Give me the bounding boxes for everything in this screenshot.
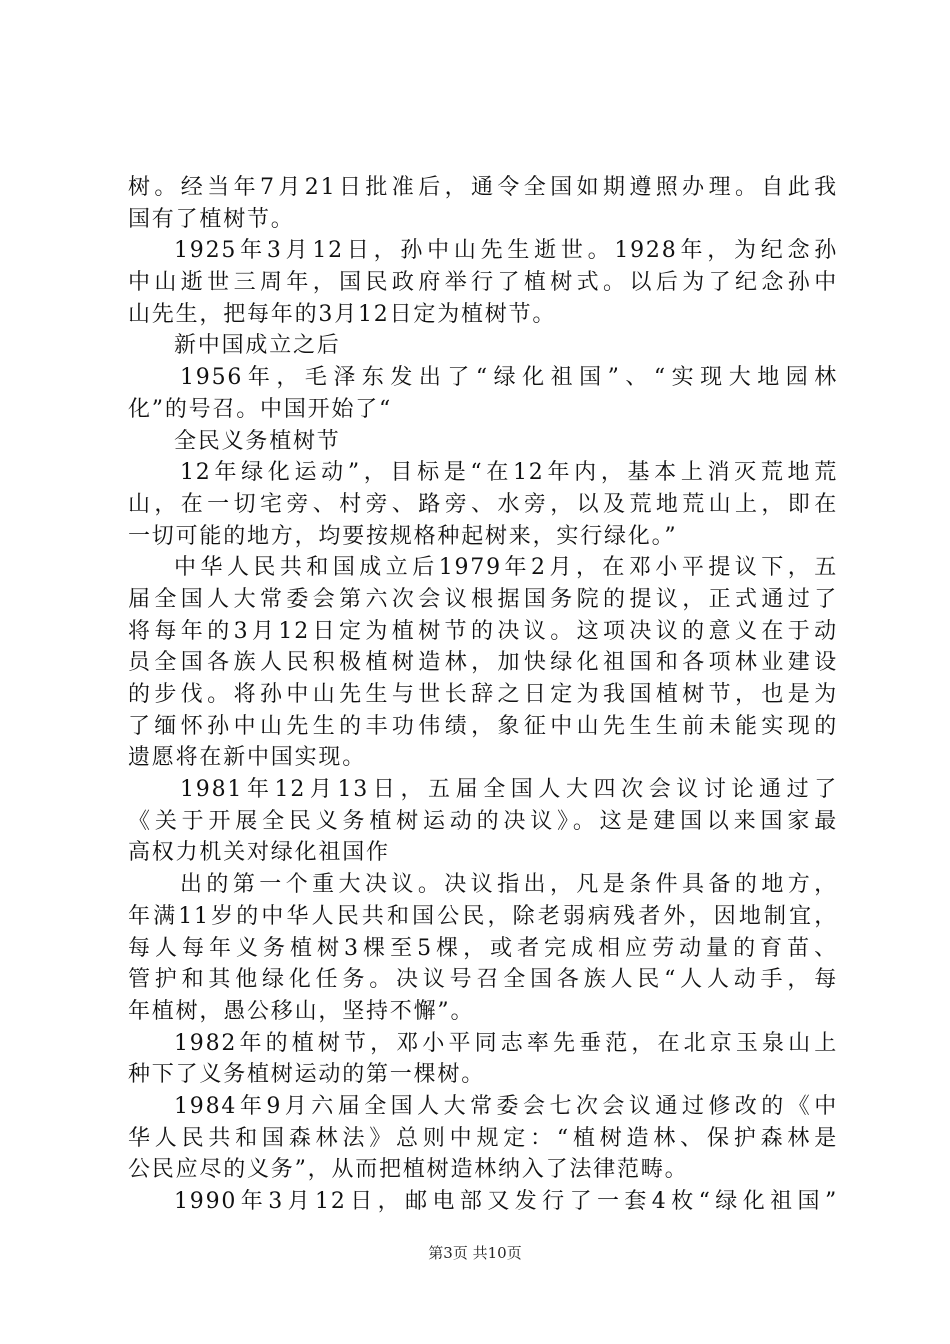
text-line: 树。经当年7月21日批准后，通令全国如期遵照办理。自此我 (128, 175, 838, 200)
text-line: 一切可能的地方，均要按规格种起树来，实行绿化。” (128, 523, 678, 549)
text-line: 了缅怀孙中山先生的丰功伟绩，象征中山先生生前未能实现的 (128, 713, 838, 739)
text-line: 每人每年义务植树3棵至5棵，或者完成相应劳动量的育苗、 (128, 935, 838, 961)
text-line: 中华人民共和国成立后1979年2月，在邓小平提议下，五 (174, 555, 838, 581)
text-line: 山先生，把每年的3月12日定为植树节。 (128, 301, 557, 327)
text-line: 管护和其他绿化任务。决议号召全国各族人民“人人动手，每 (128, 967, 838, 993)
text-line: 出的第一个重大决议。决议指出，凡是条件具备的地方， (180, 872, 838, 898)
page-footer (0, 1243, 950, 1263)
text-line: 高权力机关对绿化祖国作 (128, 840, 390, 866)
text-line: 国有了植树节。 (128, 206, 295, 232)
document-body (128, 172, 838, 1218)
text-line: 1990年3月12日，邮电部又发行了一套4枚“绿化祖国” (174, 1189, 838, 1214)
page-number-label: 第3页 共10页 (428, 1244, 522, 1262)
text-line: 1925年3月12日，孙中山先生逝世。1928年，为纪念孙 (174, 238, 838, 264)
text-line: 1956年，毛泽东发出了“绿化祖国”、“实现大地园林 (180, 365, 838, 391)
text-line: 12年绿化运动”，目标是“在12年内，基本上消灭荒地荒 (180, 460, 838, 486)
text-line: 中山逝世三周年，国民政府举行了植树式。以后为了纪念孙中 (128, 270, 838, 296)
text-line: 种下了义务植树运动的第一棵树。 (128, 1062, 486, 1088)
text-line: 1984年9月六届全国人大常委会七次会议通过修改的《中 (174, 1093, 838, 1119)
text-line: 届全国人大常委会第六次会议根据国务院的提议，正式通过了 (128, 586, 838, 612)
text-line: 化”的号召。中国开始了“ (128, 396, 393, 422)
text-line: 公民应尽的义务”，从而把植树造林纳入了法律范畴。 (128, 1157, 689, 1183)
text-line: 1982年的植树节，邓小平同志率先垂范，在北京玉泉山上 (174, 1030, 838, 1056)
text-line: 的步伐。将孙中山先生与世长辞之日定为我国植树节，也是为 (128, 682, 838, 707)
text-line: 华人民共和国森林法》总则中规定：“植树造林、保护森林是 (128, 1125, 838, 1151)
text-line: 年植树，愚公移山，坚持不懈”。 (128, 998, 475, 1024)
text-line: 员全国各族人民积极植树造林，加快绿化祖国和各项林业建设 (128, 650, 838, 676)
text-line: 将每年的3月12日定为植树节的决议。这项决议的意义在于动 (128, 618, 838, 644)
text-line: 山，在一切宅旁、村旁、路旁、水旁，以及荒地荒山上，即在 (128, 491, 838, 517)
text-line: 1981年12月13日，五届全国人大四次会议讨论通过了 (180, 777, 838, 803)
text-line: 新中国成立之后 (174, 333, 341, 359)
text-line: 年满11岁的中华人民共和国公民，除老弱病残者外，因地制宜， (128, 903, 838, 929)
text-line: 遗愿将在新中国实现。 (128, 745, 367, 771)
text-line: 《关于开展全民义务植树运动的决议》。这是建国以来国家最 (128, 808, 838, 834)
text-line: 全民义务植树节 (174, 428, 341, 454)
